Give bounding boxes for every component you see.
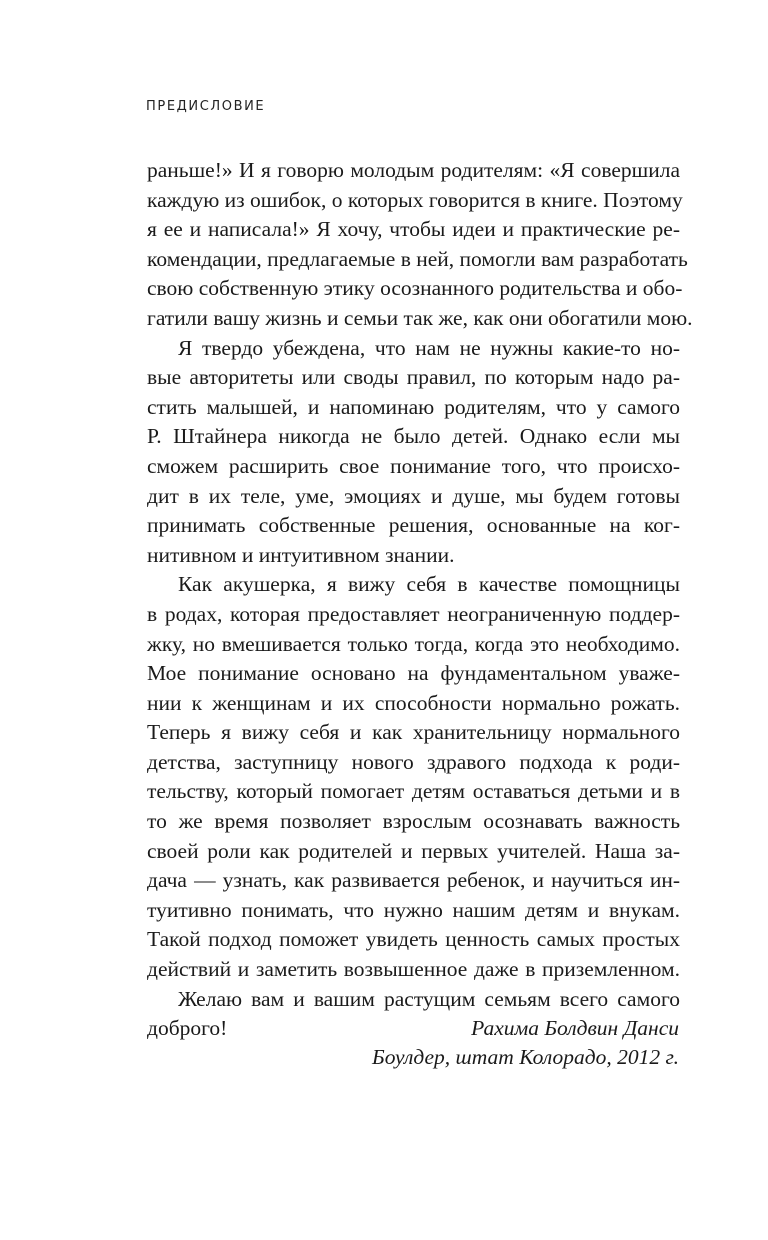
- text-line: действий и заметить возвышенное даже в приземленном.: [147, 957, 680, 982]
- text-line: нии к женщинам и их способности нормально рожать.: [147, 690, 680, 715]
- signature-place-date: Боулдер, штат Колорадо, 2012 г.: [372, 1045, 679, 1069]
- text-line: Теперь я вижу себя и как хранительницу нормального: [147, 720, 680, 745]
- text-line: детства, заступницу нового здравого подхода к роди-: [147, 749, 680, 774]
- text-line: своей роли как родителей и первых учителей. Наша за-: [147, 838, 680, 863]
- text-line: жку, но вмешивается только тогда, когда это необходимо.: [147, 631, 680, 656]
- text-line: Я твердо убеждена, что нам не нужны какие-то но-: [178, 335, 680, 360]
- body-text: [147, 156, 693, 1044]
- text-line: дит в их теле, уме, эмоциях и душе, мы будем готовы: [147, 483, 680, 508]
- text-line: в родах, которая предоставляет неограниченную поддер-: [147, 601, 680, 626]
- text-line: нитивном и интуитивном знании.: [147, 542, 455, 567]
- text-line: свою собственную этику осознанного родительства и обо-: [147, 276, 683, 301]
- text-line: тельству, который помогает детям оставаться детьми и в: [147, 779, 680, 804]
- text-line: сможем расширить свое понимание того, что происхо-: [147, 453, 680, 478]
- text-line: принимать собственные решения, основанные на ког-: [147, 513, 680, 538]
- text-line: Такой подход поможет увидеть ценность самых простых: [147, 927, 680, 952]
- text-line: туитивно понимать, что нужно нашим детям и внукам.: [147, 897, 680, 922]
- text-line: я ее и написала!» Я хочу, чтобы идеи и практические ре-: [147, 217, 680, 242]
- text-line: гатили вашу жизнь и семьи так же, как они обогатили мою.: [147, 305, 693, 330]
- text-line: вые авторитеты или своды правил, по которым надо ра-: [147, 365, 680, 390]
- text-line: раньше!» И я говорю молодым родителям: «Я совершила: [147, 158, 680, 182]
- text-line: дача — узнать, как развивается ребенок, и научиться ин-: [147, 868, 680, 893]
- text-line: Мое понимание основано на фундаментальном уваже-: [147, 661, 680, 686]
- text-line: стить малышей, и напоминаю родителям, что у самого: [147, 394, 680, 419]
- text-line: Р. Штайнера никогда не было детей. Однако если мы: [147, 424, 680, 449]
- text-line: Желаю вам и вашим растущим семьям всего самого: [178, 986, 680, 1011]
- running-head: ПРЕДИСЛОВИЕ: [146, 99, 266, 114]
- signature-author: Рахима Болдвин Данси: [471, 1016, 679, 1040]
- text-line: доброго!: [147, 1016, 228, 1041]
- text-line: комендации, предлагаемые в ней, помогли вам разработать: [147, 246, 688, 271]
- text-line: то же время позволяет взрослым осознавать важность: [147, 809, 680, 834]
- text-line: Как акушерка, я вижу себя в качестве помощницы: [178, 572, 680, 597]
- text-line: каждую из ошибок, о которых говорится в книге. Поэтому: [147, 187, 683, 212]
